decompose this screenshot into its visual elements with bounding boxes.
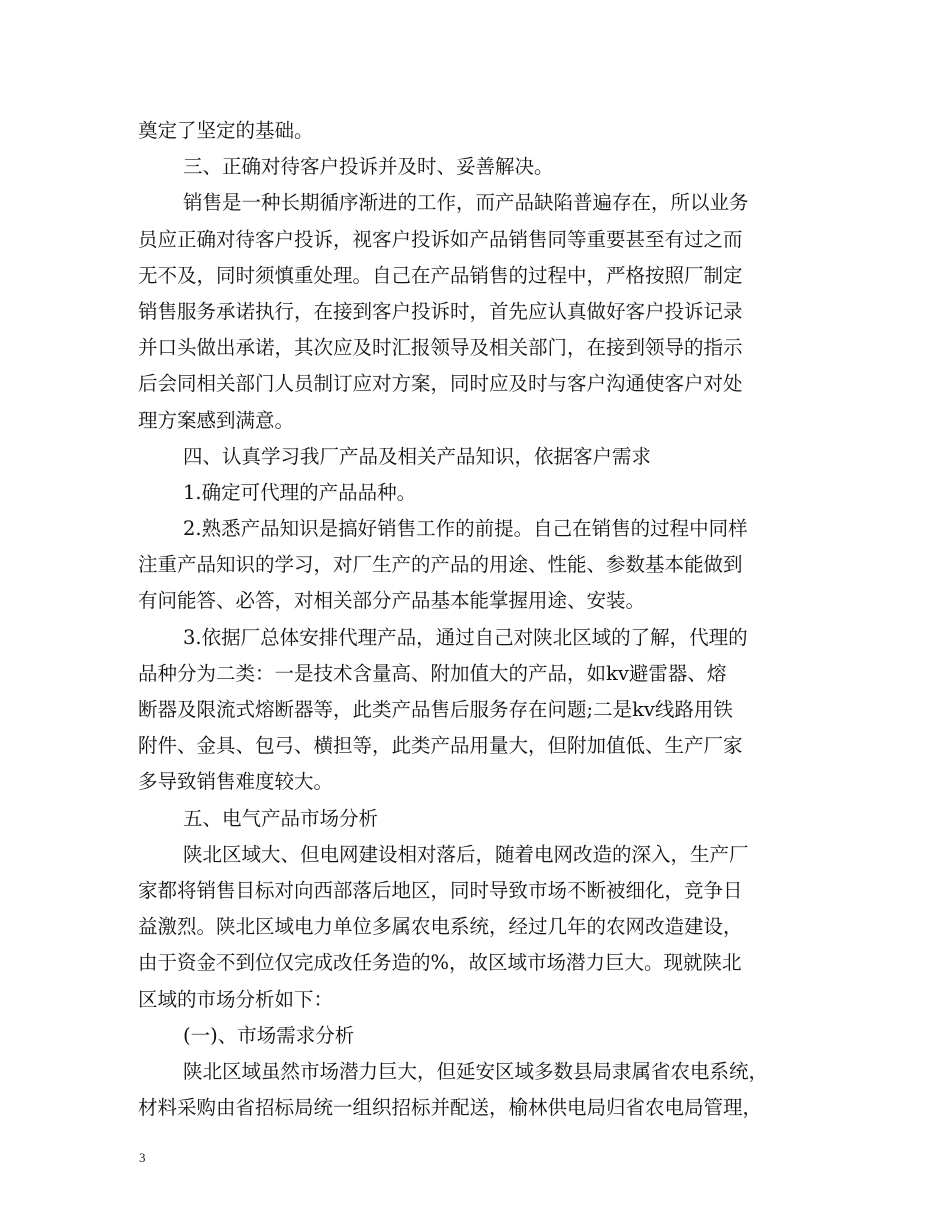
text-line: 家都将销售目标对向西部落后地区，同时导致市场不断被细化，竞争日: [138, 878, 743, 902]
text-line: 理方案感到满意。: [138, 408, 295, 432]
text-line: 由于资金不到位仅完成改任务造的%，故区域市场潜力巨大。现就陕北: [138, 951, 742, 975]
text-line: 后会同相关部门人员制订应对方案，同时应及时与客户沟通使客户对处: [138, 372, 743, 396]
text-line: 员应正确对待客户投诉，视客户投诉如产品销售同等重要甚至有过之而: [138, 227, 743, 251]
text-line: 区域的市场分析如下：: [138, 987, 334, 1011]
text-line: 附件、金具、包弓、横担等，此类产品用量大，但附加值低、生产厂家: [138, 734, 743, 758]
text-line: 销售服务承诺执行，在接到客户投诉时，首先应认真做好客户投诉记录: [138, 299, 743, 323]
text-line: 品种分为二类：一是技术含量高、附加值大的产品，如kv避雷器、熔: [138, 661, 727, 685]
text-line: 有问能答、必答，对相关部分产品基本能掌握用途、安装。: [138, 589, 646, 613]
text-line: 陕北区域大、但电网建设相对落后，随着电网改造的深入，生产厂: [183, 842, 749, 866]
text-line: 销售是一种长期循序渐进的工作，而产品缺陷普遍存在，所以业务: [183, 191, 749, 215]
text-line: 2.熟悉产品知识是搞好销售工作的前提。自己在销售的过程中同样: [183, 517, 748, 541]
text-line: 1.确定可代理的产品品种。: [183, 480, 417, 504]
document-body: [138, 113, 814, 1126]
text-line: 无不及，同时须慎重处理。自己在产品销售的过程中，严格按照厂制定: [138, 263, 743, 287]
text-line: 多导致销售难度较大。: [138, 770, 334, 794]
text-line: (一)、市场需求分析: [183, 1023, 355, 1047]
text-line: 材料采购由省招标局统一组织招标并配送，榆林供电局归省农电局管理，: [138, 1096, 763, 1120]
text-line: 四、认真学习我厂产品及相关产品知识，依据客户需求: [183, 444, 652, 468]
text-line: 五、电气产品市场分析: [183, 806, 379, 830]
text-line: 并口头做出承诺，其次应及时汇报领导及相关部门，在接到领导的指示: [138, 336, 743, 360]
text-line: 注重产品知识的学习，对厂生产的产品的用途、性能、参数基本能做到: [138, 553, 743, 577]
text-line: 陕北区域虽然市场潜力巨大，但延安区域多数县局隶属省农电系统，: [183, 1059, 769, 1083]
text-line: 3.依据厂总体安排代理产品，通过自己对陕北区域的了解，代理的: [183, 625, 748, 649]
text-line: 益激烈。陕北区域电力单位多属农电系统，经过几年的农网改造建设，: [138, 915, 743, 939]
text-line: 三、正确对待客户投诉并及时、妥善解决。: [183, 155, 554, 179]
page-number: 3: [139, 1150, 146, 1165]
text-line: 奠定了坚定的基础。: [138, 119, 314, 142]
text-line: 断器及限流式熔断器等，此类产品售后服务存在问题;二是kv线路用铁: [138, 698, 733, 721]
